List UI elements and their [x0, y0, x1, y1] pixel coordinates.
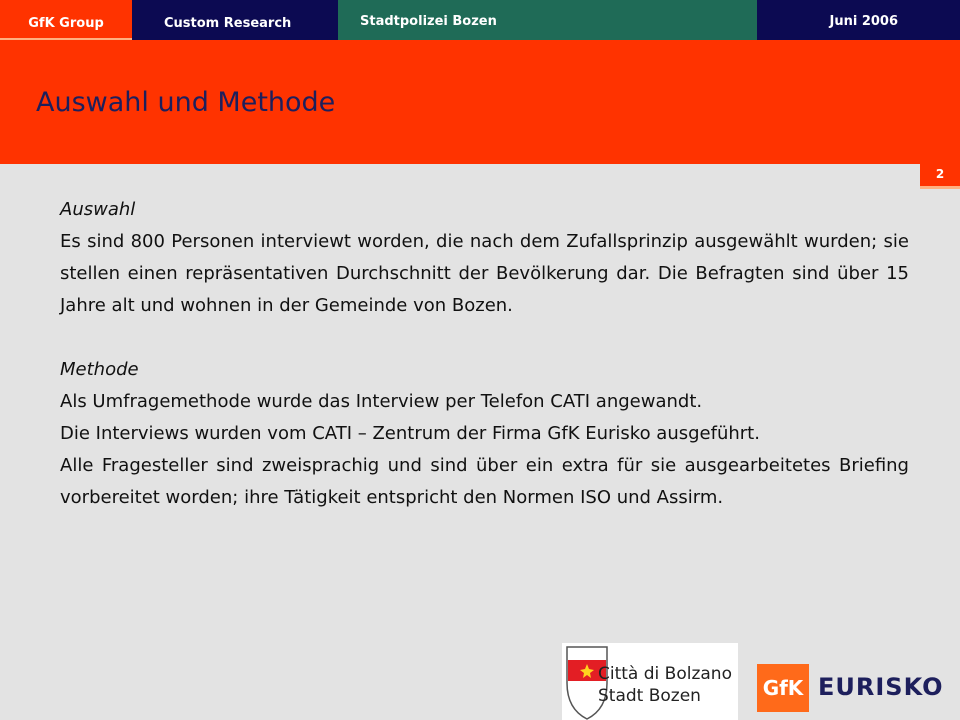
methode-line-3: Alle Fragesteller sind zweisprachig und sind über ein extra für sie ausgearbeitetes Briefing vorbereitet worden; ihre Tätigkeit entspricht den Normen ISO und Assirm. — [60, 455, 909, 508]
tab-client — [338, 0, 757, 40]
top-bar — [0, 0, 960, 40]
city-name-italian: Città di Bolzano — [598, 664, 732, 684]
city-name-german: Stadt Bozen — [598, 686, 701, 706]
methode-heading: Methode — [60, 359, 139, 380]
slide-title: Auswahl und Methode — [36, 87, 336, 118]
slide-body — [60, 194, 909, 514]
tab-client-label: Stadtpolizei Bozen — [360, 14, 497, 29]
title-banner — [0, 40, 960, 164]
methode-line-2: Die Interviews wurden vom CATI – Zentrum der Firma GfK Eurisko ausgeführt. — [60, 423, 760, 444]
tab-custom-research-label: Custom Research — [164, 16, 292, 31]
auswahl-text: Es sind 800 Personen interviewt worden, die nach dem Zufallsprinzip ausgewählt wurden; sie stellen einen repräsentativen Durchschnitt der Bevölkerung dar. Die Befragten sind über 15 Jahre alt und wohnen in der Gemeinde von Bozen. — [60, 231, 909, 316]
gfk-logo: GfK — [757, 664, 809, 712]
tab-date — [757, 0, 960, 40]
page-number: 2 — [920, 164, 960, 189]
tab-gfk-group — [0, 0, 132, 40]
eurisko-logo: EURISKO — [818, 673, 944, 701]
methode-line-1: Als Umfragemethode wurde das Interview per Telefon CATI angewandt. — [60, 391, 703, 412]
auswahl-heading: Auswahl — [60, 199, 136, 220]
section-spacer — [60, 322, 909, 354]
tab-gfk-group-label: GfK Group — [28, 16, 104, 31]
bolzano-logo-text — [598, 663, 732, 707]
bolzano-logo — [562, 643, 738, 720]
tab-date-label: Juni 2006 — [829, 14, 898, 29]
tab-custom-research — [132, 0, 338, 40]
